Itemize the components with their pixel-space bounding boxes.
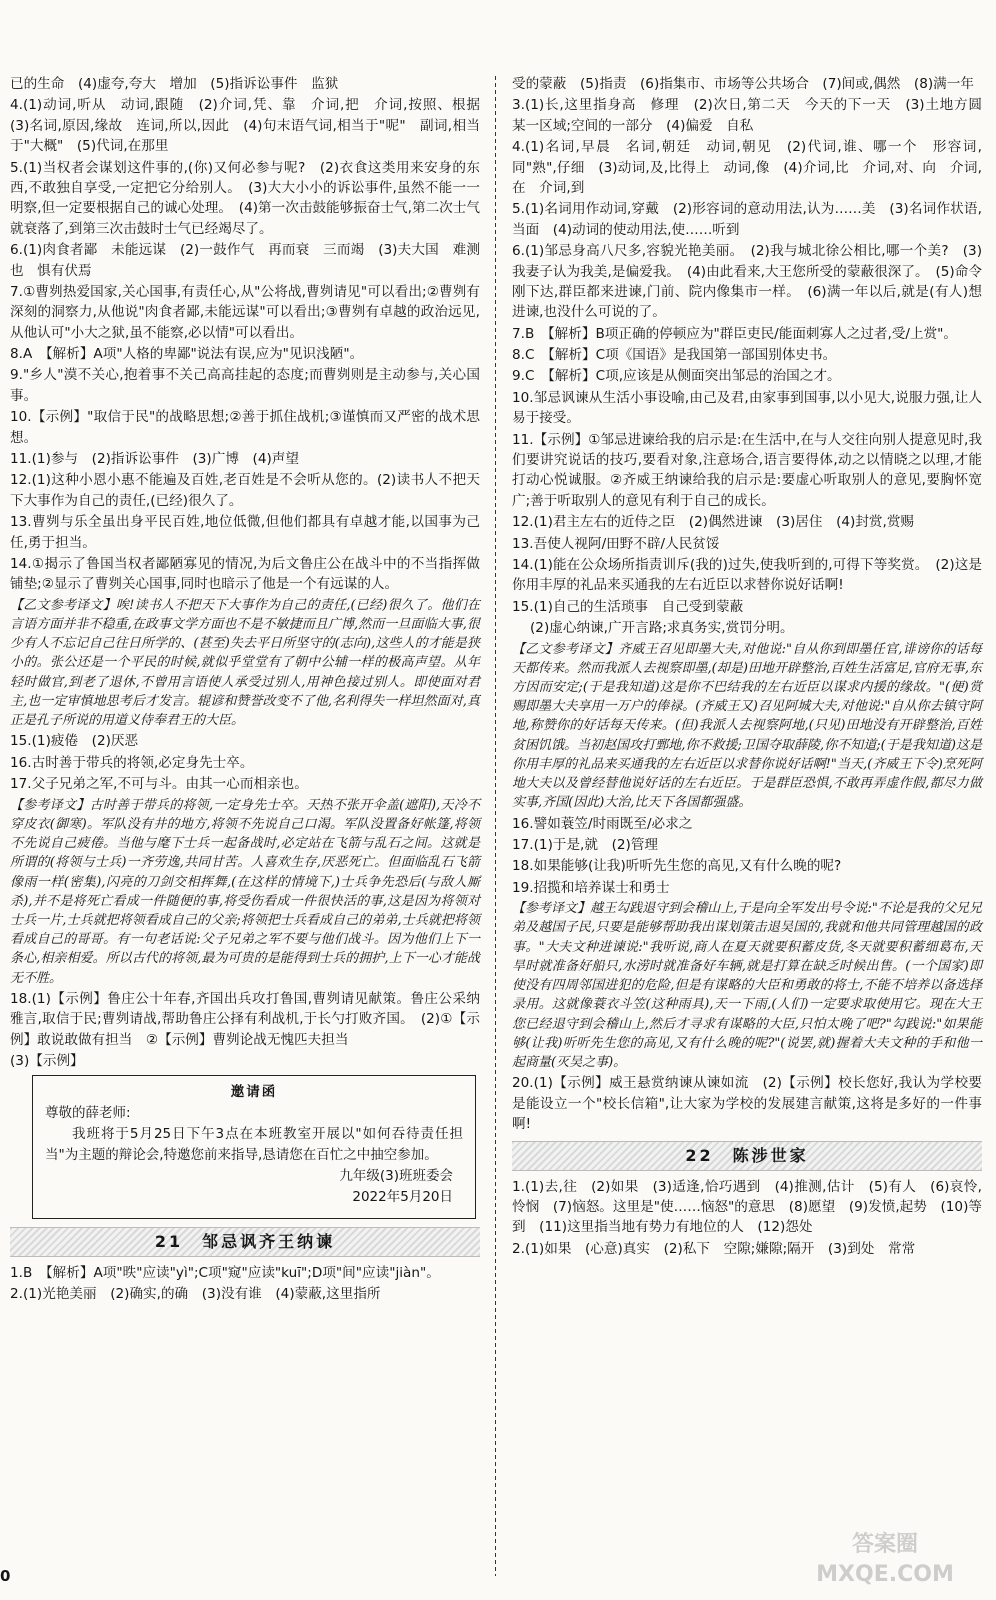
letter-salutation: 尊敬的薛老师: xyxy=(45,1105,131,1122)
answer-item: 18.(1)【示例】鲁庄公十年春,齐国出兵攻打鲁国,曹刿请见献策。鲁庄公采纳雅言,取信于民;曹刿请战,帮助鲁庄公择有利战机,于长勺打败齐国。 (2)①【示例】敢说敢做有担当 ②【示例】曹刿论战无愧匹夫担当 xyxy=(10,990,480,1048)
answer-item: 15.(1)疲倦 (2)厌恶 xyxy=(10,733,139,750)
page-number: 0 xyxy=(0,1567,11,1585)
answer-item: 5.(1)名词用作动词,穿戴 (2)形容词的意动用法,认为……美 (3)名词作状语,当面 (4)动词的使动用法,使……听到 xyxy=(512,201,982,238)
answer-item: 已的生命 (4)虚夸,夸大 增加 (5)指诉讼事件 监狱 xyxy=(10,76,339,92)
answer-item: 10.邹忌讽谏从生活小事设喻,由己及君,由家事到国事,以小见大,说服力强,让人易于接受。 xyxy=(512,389,982,427)
answer-item: 1.(1)去,往 (2)如果 (3)适逢,恰巧遇到 (4)推测,估计 (5)有人 (6)哀怜,怜悯 (7)恼怒。这里是"使……恼怒"的意思 (8)愿望 (9)发愤,起势 (10)等到 (11)这里指当地有势力有地位的人 (12)怨处 xyxy=(512,1178,982,1236)
answer-item: 9.C 【解析】C项,应该是从侧面突出邹忌的治国之才。 xyxy=(512,368,841,385)
letter-title: 邀请函 xyxy=(230,1084,278,1101)
answer-item: 2.(1)光艳美丽 (2)确实,的确 (3)没有谁 (4)蒙蔽,这里指所 xyxy=(10,1286,381,1303)
letter-date: 2022年5月20日 xyxy=(352,1189,453,1206)
translation-note: 【参考译文】古时善于带兵的将领,一定身先士卒。天热不张开伞盖(遮阳),天冷不穿皮衣(御寒)。军队没有井的地方,将领不先说自己口渴。军队没置备好帐篷,将领不先说自己疲倦。当他与麾下士兵一起备战时,必定站在飞箭与乱石之间。这就是所谓的(将领与士兵)一齐劳逸,共同甘苦。人喜欢生存,厌恶死亡。但面临乱石飞箭像雨一样(密集),闪亮的刀剑交相挥舞,(在这样的情境下,)士兵争先恐后(与敌人厮杀),并不是将死亡看成一件随便的事,将受伤看成一件很快活的事,这是因为将领对士兵一片,士兵就把将领看成自己的父亲;将领把士兵看成自己的弟弟,士兵就把将领看成自己的哥哥。有一句老话说:父子兄弟之军不要与他们战斗。因为他们上下一条心,相亲相爱。所以古代的将领,最为可贵的是能得到士兵的拥护,上下一心才能战无不胜。 xyxy=(10,797,480,986)
translation-note: 【参考译文】越王勾践退守到会稽山上,于是向全军发出号令说:"不论是我的父兄兄弟及越国子民,只要是能够帮助我出谋划策击退吴国的,我就和他共同管理越国的政事。"大夫文种进谏说:"我听说,商人在夏天就要积蓄皮货,冬天就要积蓄细葛布,天旱时就准备好船只,水涝时就准备好车辆,就是打算在缺乏时候出售。(一个国家)即使没有四周邻国进犯的危险,但是有谋略的大臣和勇敢的将士,不能不培养以备选择录用。这就像蓑衣斗笠(这种雨具),天一下雨,(人们)一定要求取使用它。现在大王您已经退守到会稽山上,然后才寻求有谋略的大臣,只怕太晚了吧?"勾践说:"如果能够(让我)听听先生您的高见,又有什么晚的呢?"(说罢,就)握着大夫文种的手和他一起商量(灭吴之事)。 xyxy=(512,901,982,1071)
answer-item: 12.(1)君主左右的近侍之臣 (2)偶然进谏 (3)居住 (4)封赏,赏赐 xyxy=(512,514,915,531)
left-column xyxy=(10,74,494,1584)
translation-note: 【乙文参考译文】齐威王召见即墨大夫,对他说:"自从你到即墨任官,诽谤你的话每天都传来。然而我派人去视察即墨,(却是)田地开辟整治,百姓生活富足,官府无事,东方因而安定;(于是我知道)这是你不巴结我的左右近臣以谋求内援的缘故。"(便)赏赐即墨大夫享用一万户的俸禄。(齐威王又)召见阿城大夫,对他说:"自从你去镇守阿地,称赞你的好话每天传来。(但)我派人去视察阿地,(只见)田地没有开辟整治,百姓贫困饥饿。当初赵国攻打鄄地,你不救援;卫国夺取薛陵,你不知道;(于是我知道)这是你用丰厚的礼品来买通我的左右近臣以求替你说好话啊!"当天,(齐威王下令)烹死阿地大夫以及曾经替他说好话的左右近臣。于是群臣恐惧,不敢再弄虚作假,都尽力做实事,齐国(因此)大治,比天下各国都强盛。 xyxy=(512,641,982,811)
letter-body: 我班将于5月25日下午3点在本班教室开展以"如何吞待责任担当"为主题的辩论会,特邀您前来指导,恳请您在百忙之中抽空参加。 xyxy=(45,1126,463,1164)
answer-item: 3.(1)长,这里指身高 修理 (2)次日,第二天 今天的下一天 (3)土地方圆 某一区域;空间的一部分 (4)偏爱 自私 xyxy=(512,97,996,134)
answer-item: 4.(1)动词,听从 动词,跟随 (2)介词,凭、靠 介词,把 介词,按照、根据 (3)名词,原因,缘故 连词,所以,因此 (4)句末语气词,相当于"呢" 副词,相当于"大概" (5)代词,在那里 xyxy=(10,97,494,155)
watermark-line1: 答案圈 xyxy=(851,1532,918,1557)
answer-item: (2)虚心纳谏,广开言路;求真务实,赏罚分明。 xyxy=(530,620,794,637)
watermark-line2: MXQE.COM xyxy=(816,1562,954,1587)
letter-signature: 九年级(3)班班委会 xyxy=(339,1168,453,1185)
answer-item: 7.①曹刿热爱国家,关心国事,有责任心,从"公将战,曹刿请见"可以看出;②曹刿有深刻的洞察力,从他说"肉食者鄙,未能远谋"可以看出;③曹刿有卓越的政治远见,从他认可"小大之狱,虽不能察,必以情"可以看出。 xyxy=(10,283,480,341)
answer-item: 18.如果能够(让我)听听先生您的高见,又有什么晚的呢? xyxy=(512,858,842,875)
answer-item: 8.C 【解析】C项《国语》是我国第一部国别体史书。 xyxy=(512,347,837,364)
right-column xyxy=(512,74,996,1584)
answer-item: 17.(1)于是,就 (2)管理 xyxy=(512,837,659,854)
watermark-logo xyxy=(790,1530,980,1590)
section-title: 22 陈涉世家 xyxy=(512,1141,982,1171)
answer-item: 14.①揭示了鲁国当权者鄙陋寡见的情况,为后文鲁庄公在战斗中的不当指挥做铺垫;②显示了曹刿关心国事,同时也暗示了他是一个有远谋的人。 xyxy=(10,555,480,593)
answer-item: 10.【示例】"取信于民"的战略思想;②善于抓住战机;③谨慎而又严密的战术思想。 xyxy=(10,409,480,446)
answer-item: 11.(1)参与 (2)指诉讼事件 (3)广博 (4)声望 xyxy=(10,451,299,468)
answer-item: 1.B 【解析】A项"昳"应读"yì";C项"窥"应读"kuī";D项"间"应读"jiàn"。 xyxy=(10,1265,440,1282)
answer-item: 11.【示例】①邹忌进谏给我的启示是:在生活中,在与人交往向别人提意见时,我们要讲究说话的技巧,要看对象,注意场合,语言要得体,动之以情晓之以理,才能打动心悦诚服。②齐威王纳谏给我的启示是:要虚心听取别人的意见,要胸怀宽广;善于听取别人的意见有利于自己的成长。 xyxy=(512,431,982,509)
answer-item: 受的蒙蔽 (5)指责 (6)指集市、市场等公共场合 (7)间或,偶然 (8)满一年 xyxy=(512,76,974,92)
answer-item: 13.曹刿与乐全虽出身平民百姓,地位低微,但他们都具有卓越才能,以国事为己任,勇于担当。 xyxy=(10,514,480,551)
answer-item: 13.吾使人视阿/田野不辟/人民贫馁 xyxy=(512,535,720,552)
answer-item: 6.(1)肉食者鄙 未能远谋 (2)一鼓作气 再而衰 三而竭 (3)夫大国 难测也 惧有伏焉 xyxy=(10,242,480,279)
answer-item: 20.(1)【示例】威王悬赏纳谏从谏如流 (2)【示例】校长您好,我认为学校要是能设立一个"校长信箱",让大家为学校的发展建言献策,这将是多好的一件事啊! xyxy=(512,1075,982,1133)
answer-item: 15.(1)自己的生活琐事 自己受到蒙蔽 xyxy=(512,598,744,615)
answer-item: 16.譬如蓑笠/时雨既至/必求之 xyxy=(512,815,693,832)
column-divider xyxy=(495,76,496,1576)
answer-item: 8.A 【解析】A项"人格的卑鄙"说法有误,应为"见识浅陋"。 xyxy=(10,346,364,363)
translation-note: 【乙文参考译文】唉!读书人不把天下大事作为自己的责任,(已经)很久了。他们在言语方面并非不稳重,在政事文学方面也不是不敏捷而且广博,然而一旦面临大事,很少有人不忘记自己往日所学的、(甚至)失去平日所坚守的(志向),这些人的才能是狭小的。张公还是一个平民的时候,就似乎堂堂有了朝中公辅一样的极高声望。从年轻时做官,到老了退休,不曾用言语使人承受过别人,用神色接过别人。即使面对君主,也一定审慎地思考后才发言。辊谚和赞誉改变不了他,名利得失一样坦然面对,真正是孔子所说的用道义侍奉君王的大臣。 xyxy=(10,597,480,729)
answer-item: 2.(1)如果 (心意)真实 (2)私下 空隙;嫌隙;隔开 (3)到处 常常 xyxy=(512,1240,916,1257)
answer-item: (3)【示例】 xyxy=(10,1053,84,1070)
answer-item: 16.古时善于带兵的将领,必定身先士卒。 xyxy=(10,754,254,771)
answer-item: 12.(1)这种小恩小惠不能遍及百姓,老百姓是不会听从您的。(2)读书人不把天下大事作为自己的责任,(已经)很久了。 xyxy=(10,472,480,509)
section-title: 21 邹忌讽齐王纳谏 xyxy=(10,1227,480,1257)
answer-item: 17.父子兄弟之军,不可与斗。由其一心而相亲也。 xyxy=(10,776,308,793)
invitation-letter xyxy=(32,1075,476,1219)
answer-item: 9."乡人"漠不关心,抱着事不关己高高挂起的态度;而曹刿则是主动参与,关心国事。 xyxy=(10,367,480,404)
answer-item: 5.(1)当权者会谋划这件事的,(你)又何必参与呢? (2)衣食这类用来安身的东西,不敢独自享受,一定把它分给别人。 (3)大大小小的诉讼事件,虽然不能一一明察,但一定要根据自己的诚心处理。 (4)第一次击鼓能够振奋士气,第二次士气就衰落了,到第三次击鼓时士气已经竭尽了。 xyxy=(10,159,480,237)
answer-item: 7.B 【解析】B项正确的停顿应为"群臣吏民/能面刺寡人之过者,受/上赏"。 xyxy=(512,325,958,342)
answer-item: 6.(1)邹忌身高八尺多,容貌光艳美丽。 (2)我与城北徐公相比,哪一个美? (3)我妻子认为我美,是偏爱我。 (4)由此看来,大王您所受的蒙蔽很深了。 (5)命令刚下达,群臣都来进谏,门前、院内像集市一样。 (6)满一年以后,就是(有人)想进谏,也没什么可说的了。 xyxy=(512,243,982,321)
answer-item: 19.招揽和培养谋士和勇士 xyxy=(512,879,670,896)
answer-item: 14.(1)能在公众场所指责训斥(我的)过失,使我听到的,可得下等奖赏。 (2)这是你用丰厚的礼品来买通我的左右近臣以求替你说好话啊! xyxy=(512,556,982,594)
answer-item: 4.(1)名词,早晨 名词,朝廷 动词,朝见 (2)代词,谁、哪一个 形容词,同"熟",仔细 (3)动词,及,比得上 动词,像 (4)介词,比 介词,对、向 介词,在 介词,到 xyxy=(512,139,982,196)
